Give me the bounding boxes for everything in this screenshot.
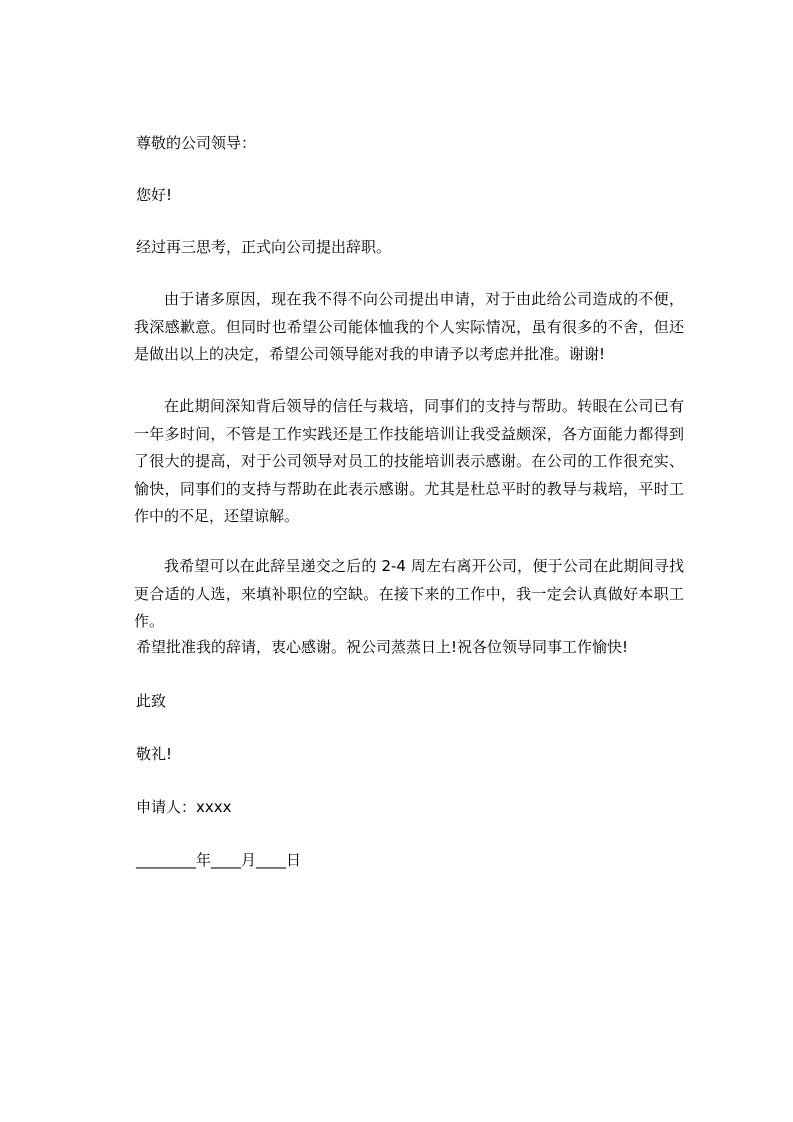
paragraph-reasons-text: 由于诸多原因，现在我不得不向公司提出申请，对于由此给公司造成的不便，我深感歉意。但同时也希望公司能体恤我的个人实际情况，虽有很多的不舍，但还是做出以上的决定，希望公司领导能对我的申请予以考虑并批准。谢谢! (134, 290, 684, 363)
salutation: 尊敬的公司领导： (136, 134, 257, 152)
intro-line: 经过再三思考，正式向公司提出辞职。 (136, 238, 392, 256)
paragraph-gratitude-text: 在此期间深知背后领导的信任与栽培，同事们的支持与帮助。转眼在公司已有一年多时间，不管是工作实践还是工作技能培训让我受益颇深，各方面能力都得到了很大的提高，对于公司领导对员工的技能培训表示感谢。在公司的工作很充实、愉快，同事们的支持与帮助在此表示感谢。尤其是杜总平时的教导与栽培，平时工作中的不足，还望谅解。 (134, 397, 684, 525)
closing-jingli: 敬礼! (136, 745, 173, 763)
paragraph-gratitude (134, 393, 684, 531)
paragraph-reasons (134, 286, 684, 369)
paragraph-timeline-text: 我希望可以在此辞呈递交之后的 2-4 周左右离开公司，便于公司在此期间寻找更合适的人选，来填补职位的空缺。在接下来的工作中，我一定会认真做好本职工作。 (134, 557, 684, 630)
closing-wish: 希望批准我的辞请，衷心感谢。祝公司蒸蒸日上!祝各位领导同事工作愉快! (136, 638, 629, 656)
closing-cizhi: 此致 (136, 692, 167, 710)
applicant-line: 申请人：xxxx (136, 798, 232, 816)
date-line: ________年____月____日 (136, 851, 302, 869)
paragraph-timeline (134, 553, 684, 636)
greeting: 您好! (136, 186, 173, 204)
